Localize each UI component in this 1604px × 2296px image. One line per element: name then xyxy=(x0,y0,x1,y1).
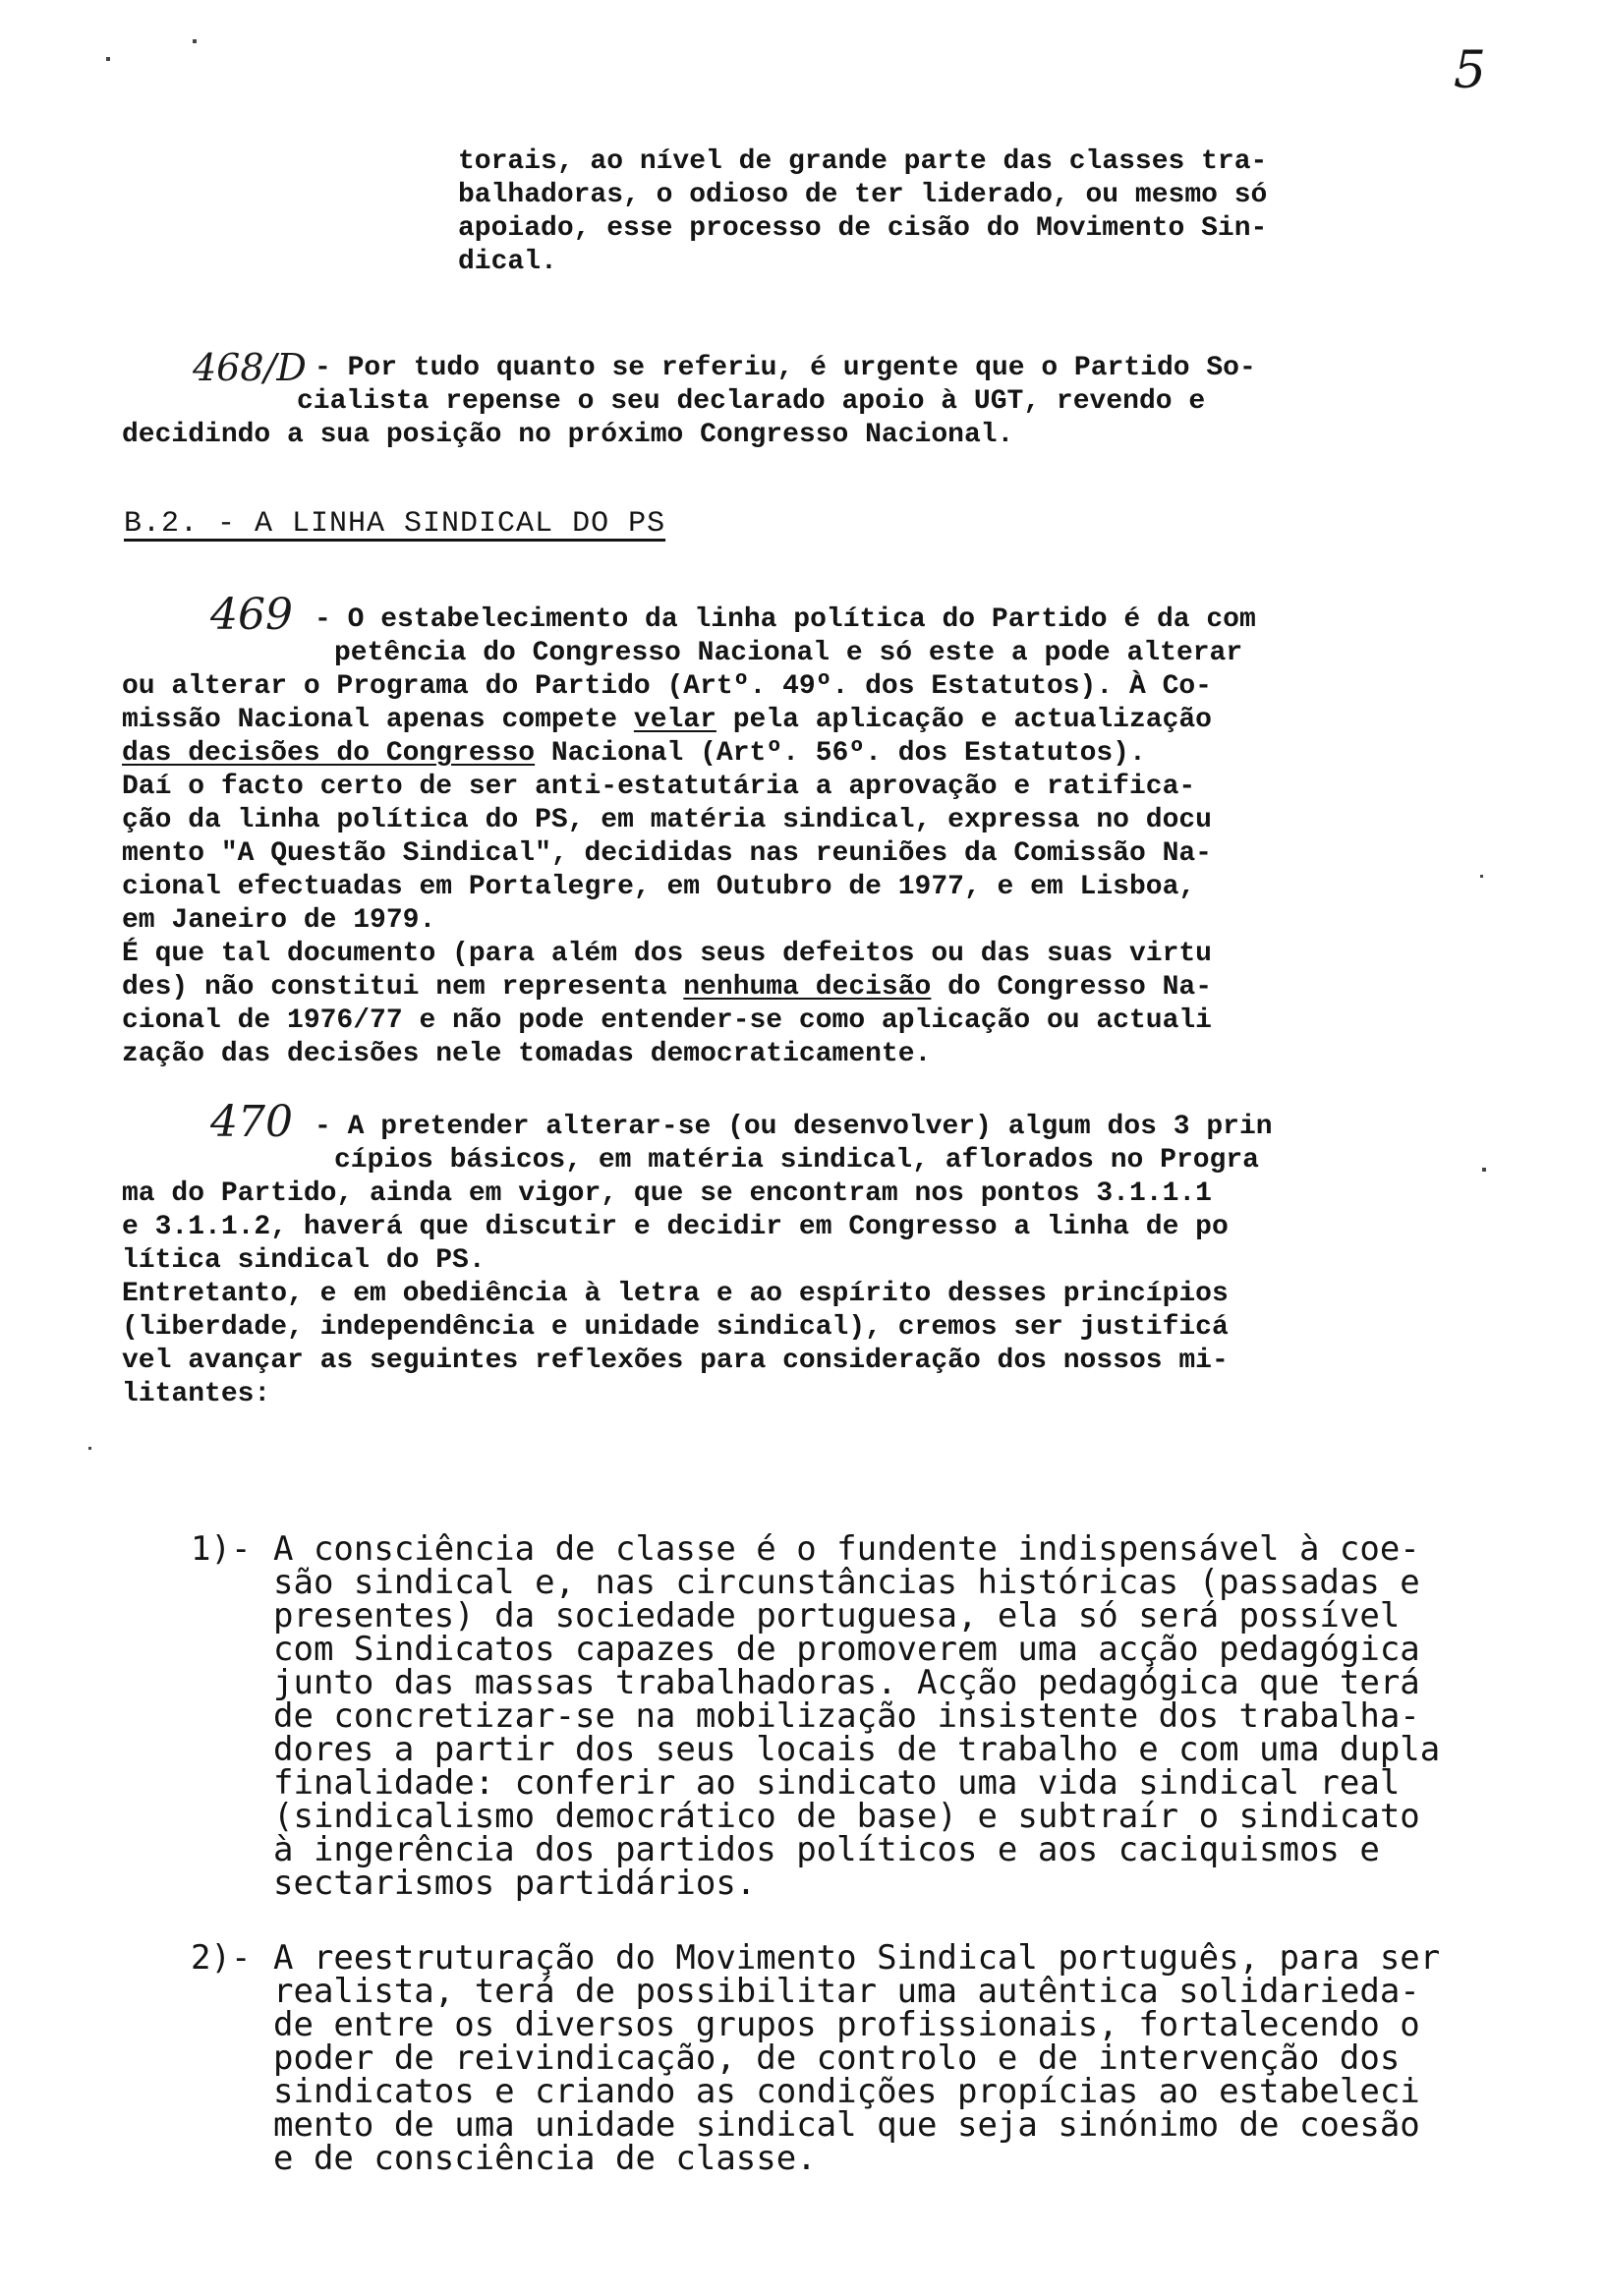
text-line: dores a partir dos seus locais de trabalho e com uma dupla xyxy=(273,1730,1441,1769)
text-line: vel avançar as seguintes reflexões para consideração dos nossos mi- xyxy=(122,1346,1229,1376)
text-line: junto das massas trabalhadoras. Acção pedagógica que terá xyxy=(273,1663,1420,1702)
scan-speck xyxy=(1480,875,1483,878)
text-line: em Janeiro de 1979. xyxy=(122,905,436,936)
text-line: dical. xyxy=(458,247,557,277)
text-line: cional de 1976/77 e não pode entender-se como aplicação ou actuali xyxy=(122,1005,1212,1036)
text-line: realista, terá de possibilitar uma autêntica solidarieda- xyxy=(273,1972,1420,2011)
text-line: com Sindicatos capazes de promoverem uma acção pedagógica xyxy=(273,1630,1420,1669)
text-line: à ingerência dos partidos políticos e aos caciquismos e xyxy=(273,1830,1380,1869)
text-line: de entre os diversos grupos profissionais, fortalecendo o xyxy=(273,2005,1420,2044)
paragraph-number: 468/D xyxy=(193,346,307,389)
text-line: É que tal documento (para além dos seus defeitos ou das suas virtu xyxy=(122,939,1212,969)
text-line: - A pretender alterar-se (ou desenvolver) algum dos 3 prin xyxy=(315,1112,1273,1142)
text-line: lítica sindical do PS. xyxy=(122,1245,486,1276)
text-line: de concretizar-se na mobilização insistente dos trabalha- xyxy=(273,1696,1420,1736)
text-line: zação das decisões nele tomadas democraticamente. xyxy=(122,1039,932,1069)
text-line: e 3.1.1.2, haverá que discutir e decidir em Congresso a linha de po xyxy=(122,1212,1229,1242)
text-line: (liberdade, independência e unidade sindical), cremos ser justificá xyxy=(122,1312,1229,1343)
text-line: petência do Congresso Nacional e só este a pode alterar xyxy=(334,638,1243,668)
text-line: A consciência de classe é o fundente indispensável à coe- xyxy=(273,1529,1420,1569)
text-line: são sindical e, nas circunstâncias históricas (passadas e xyxy=(273,1563,1420,1602)
text-line: des) não constitui nem representa nenhuma decisão do Congresso Na- xyxy=(122,972,1212,1003)
text-line: mento de uma unidade sindical que seja sinónimo de coesão xyxy=(273,2105,1420,2145)
scan-speck xyxy=(88,1447,91,1450)
text-line: cialista repense o seu declarado apoio à UGT, revendo e xyxy=(297,386,1206,417)
text-line: e de consciência de classe. xyxy=(273,2139,817,2178)
text-line: Entretanto, e em obediência à letra e ao espírito desses princípios xyxy=(122,1279,1229,1309)
text-line: ção da linha política do PS, em matéria sindical, expressa no docu xyxy=(122,805,1212,835)
text-line: sindicatos e criando as condições propícias ao estabeleci xyxy=(273,2072,1420,2111)
list-label: 2)- xyxy=(191,1938,252,1978)
paragraph-number: 470 xyxy=(210,1097,293,1147)
list-label: 1)- xyxy=(191,1529,252,1569)
text-line: apoiado, esse processo de cisão do Movimento Sin- xyxy=(458,213,1268,244)
text-line: (sindicalismo democrático de base) e subtraír o sindicato xyxy=(273,1797,1420,1836)
text-line: Daí o facto certo de ser anti-estatutária a aprovação e ratifica- xyxy=(122,772,1196,802)
text-line: A reestruturação do Movimento Sindical português, para ser xyxy=(273,1938,1441,1978)
text-line: ou alterar o Programa do Partido (Artº. 49º. dos Estatutos). À Co- xyxy=(122,671,1212,702)
text-line: cional efectuadas em Portalegre, em Outubro de 1977, e em Lisboa, xyxy=(122,872,1196,902)
text-line: missão Nacional apenas compete velar pela aplicação e actualização xyxy=(122,705,1212,735)
text-line: presentes) da sociedade portuguesa, ela só será possível xyxy=(273,1596,1401,1636)
text-line: das decisões do Congresso Nacional (Artº. 56º. dos Estatutos). xyxy=(122,738,1146,769)
text-line: litantes: xyxy=(122,1379,271,1409)
page-number: 5 xyxy=(1453,41,1486,100)
text-line: cípios básicos, em matéria sindical, aflorados no Progra xyxy=(334,1145,1259,1176)
text-line: - O estabelecimento da linha política do Partido é da com xyxy=(315,604,1256,635)
text-line: sectarismos partidários. xyxy=(273,1864,757,1903)
text-line: torais, ao nível de grande parte das classes tra- xyxy=(458,146,1268,177)
text-line: finalidade: conferir ao sindicato uma vida sindical real xyxy=(273,1763,1401,1803)
text-line: mento "A Questão Sindical", decididas nas reuniões da Comissão Na- xyxy=(122,838,1212,869)
text-line: balhadoras, o odioso de ter liderado, ou mesmo só xyxy=(458,180,1268,210)
section-heading: B.2. - A LINHA SINDICAL DO PS xyxy=(124,507,666,541)
scan-speck xyxy=(193,39,197,43)
text-line: ma do Partido, ainda em vigor, que se encontram nos pontos 3.1.1.1 xyxy=(122,1178,1212,1209)
paragraph-number: 469 xyxy=(210,590,293,640)
scan-speck xyxy=(1482,1168,1486,1172)
text-line: - Por tudo quanto se referiu, é urgente que o Partido So- xyxy=(315,353,1256,383)
text-line: poder de reivindicação, de controlo e de intervenção dos xyxy=(273,2038,1401,2078)
scan-speck xyxy=(106,57,110,61)
text-line: decidindo a sua posição no próximo Congresso Nacional. xyxy=(122,420,1014,450)
